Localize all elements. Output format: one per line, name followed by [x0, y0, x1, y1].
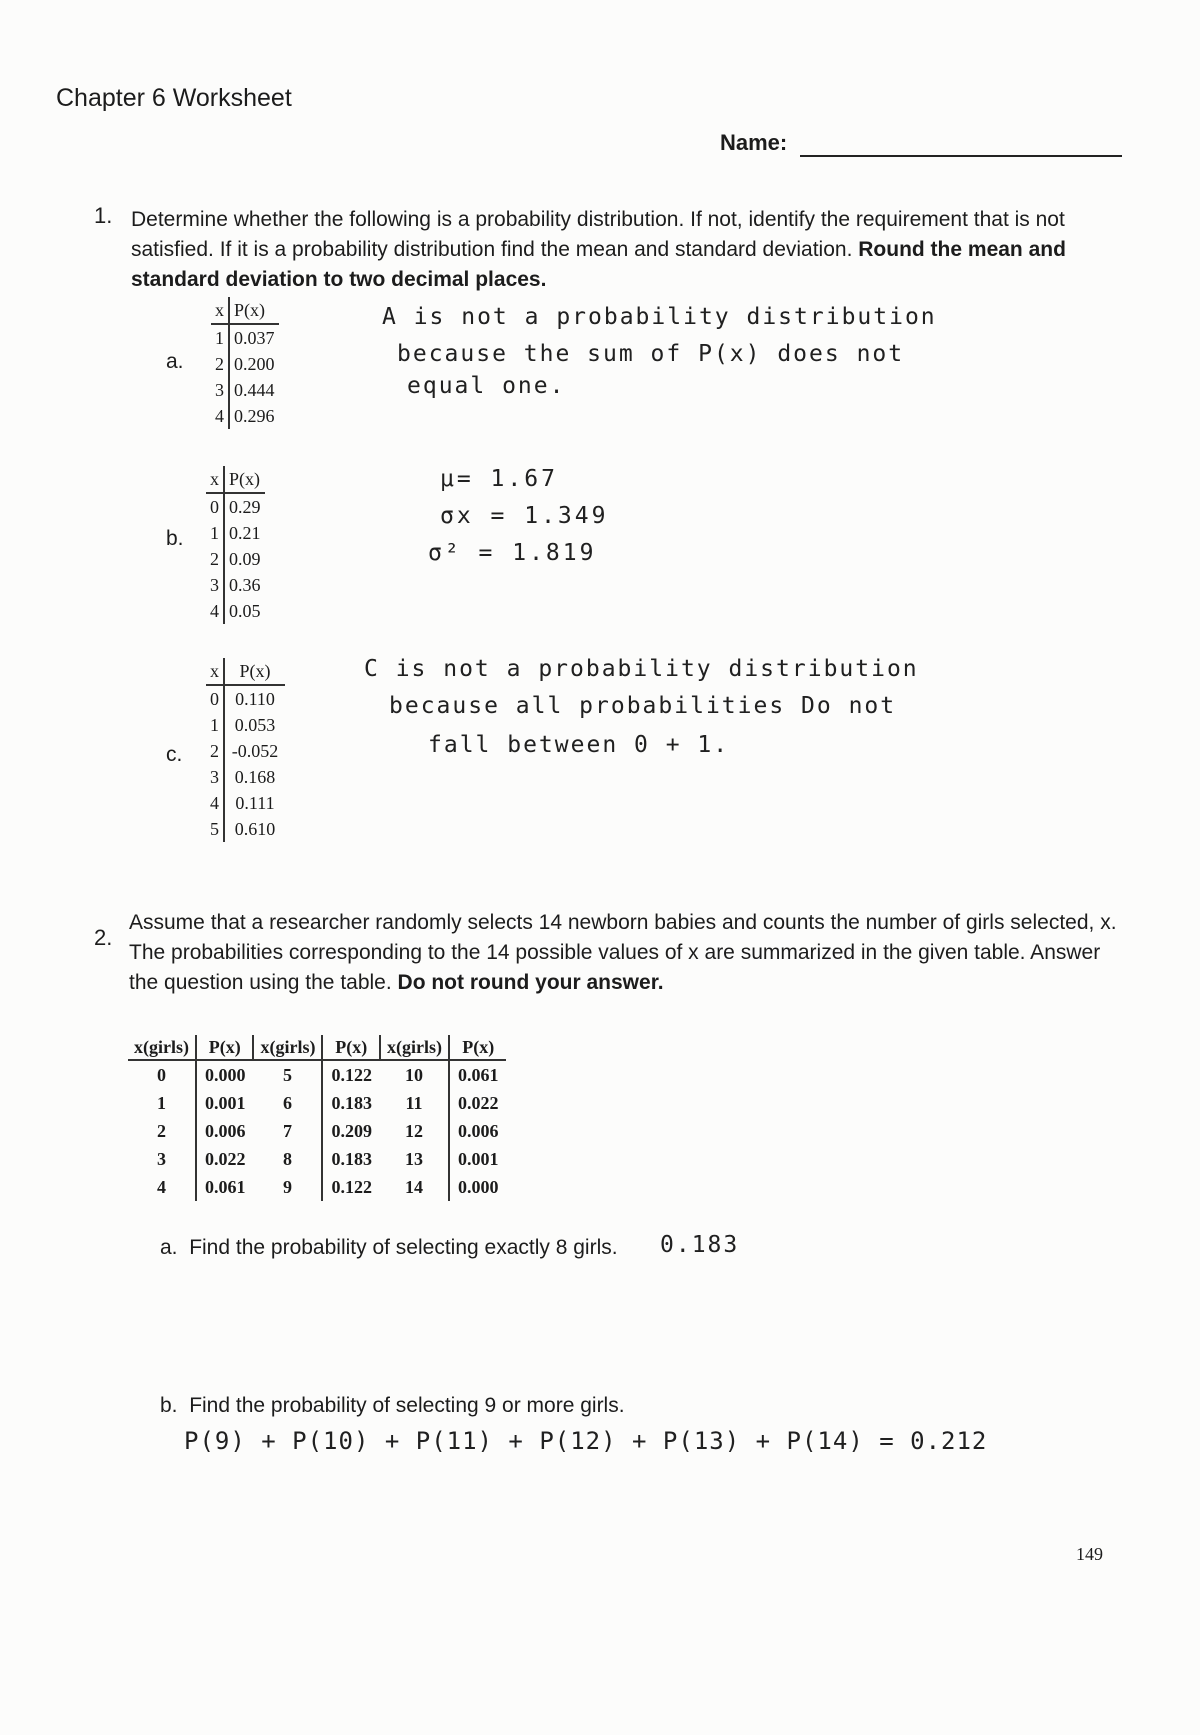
question-1-number: 1. — [94, 203, 113, 228]
answer-1a-line-2: because the sum of P(x) does not — [397, 341, 905, 367]
table-header: P(x) — [196, 1035, 254, 1060]
table-row: 4 0.296 — [211, 403, 279, 429]
question-2b: b. Find the probability of selecting 9 or more girls. — [160, 1394, 625, 1417]
table-row: 4 0.111 — [206, 790, 285, 816]
question-2-text: Assume that a researcher randomly selects 14 newborn babies and counts the number of girls selected, x. The probabilities corresponding to the 14 possible values of x are summarized in the given table. Answer the question using the table. Do not round your answer. — [129, 911, 1117, 994]
table-row: 2 0.200 — [211, 351, 279, 377]
table-row: 0 0.29 — [206, 493, 265, 520]
table-1a: x P(x) 1 0.037 2 0.200 3 0.444 4 0.296 — [211, 297, 279, 429]
table-row: 3 0.168 — [206, 764, 285, 790]
question-2a: a. Find the probability of selecting exactly 8 girls. — [160, 1236, 618, 1259]
table-row: 2 0.006 7 0.209 12 0.006 — [128, 1117, 506, 1145]
girls-probability-table — [128, 1035, 506, 1201]
table-row: 0 0.000 5 0.122 10 0.061 — [128, 1060, 506, 1089]
table-header: P(x) — [322, 1035, 380, 1060]
table-row: 3 0.022 8 0.183 13 0.001 — [128, 1145, 506, 1173]
table-row: 1 0.21 — [206, 520, 265, 546]
question-1-text: Determine whether the following is a probability distribution. If not, identify the requirement that is not satisfied. If it is a probability distribution find the mean and standard deviation. Round the mean and standard deviation to two decimal places. — [131, 208, 1066, 291]
table-row: 0 0.110 — [206, 685, 285, 712]
chapter-title: Chapter 6 Worksheet — [56, 84, 292, 112]
table-row: 5 0.610 — [206, 816, 285, 842]
question-1a-label: a. — [166, 350, 184, 373]
question-2-number: 2. — [94, 925, 113, 950]
answer-1a-line-3: equal one. — [407, 373, 566, 399]
table-row: 4 0.061 9 0.122 14 0.000 — [128, 1173, 506, 1201]
table-row: 2 -0.052 — [206, 738, 285, 764]
answer-1a-line-1: A is not a probability distribution — [382, 304, 937, 330]
table-row: 1 0.053 — [206, 712, 285, 738]
question-1c-label: c. — [166, 743, 183, 766]
answer-1c-line-3: fall between 0 + 1. — [428, 732, 730, 758]
table-row: 4 0.05 — [206, 598, 265, 624]
question-1b-label: b. — [166, 527, 184, 550]
table-row: 2 0.09 — [206, 546, 265, 572]
answer-1b-sd: σx = 1.349 — [440, 503, 609, 529]
table-row: 3 0.36 — [206, 572, 265, 598]
answer-1c-line-2: because all probabilities Do not — [389, 693, 897, 719]
answer-2a: 0.183 — [660, 1232, 740, 1258]
answer-1b-variance: σ² = 1.819 — [428, 540, 597, 566]
name-label: Name: — [720, 130, 788, 155]
table-header: P(x) — [449, 1035, 507, 1060]
page-number: 149 — [1076, 1544, 1103, 1564]
answer-1b-mean: μ= 1.67 — [440, 466, 558, 492]
table-1b: x P(x) 0 0.29 1 0.21 2 0.09 3 0.36 4 0.05 — [206, 466, 265, 624]
table-row: 1 0.001 6 0.183 11 0.022 — [128, 1089, 506, 1117]
table-header: x(girls) — [253, 1035, 322, 1060]
table-header: x(girls) — [128, 1035, 196, 1060]
table-row: 3 0.444 — [211, 377, 279, 403]
table-header: x(girls) — [380, 1035, 449, 1060]
table-row: 1 0.037 — [211, 324, 279, 351]
answer-2b: P(9) + P(10) + P(11) + P(12) + P(13) + P(14) = 0.212 — [184, 1427, 988, 1455]
table-1c: x P(x) 0 0.110 1 0.053 2 -0.052 3 0.168 4 0.111 5 0.610 — [206, 658, 285, 842]
answer-1c-line-1: C is not a probability distribution — [364, 656, 919, 682]
name-line — [800, 155, 1122, 157]
